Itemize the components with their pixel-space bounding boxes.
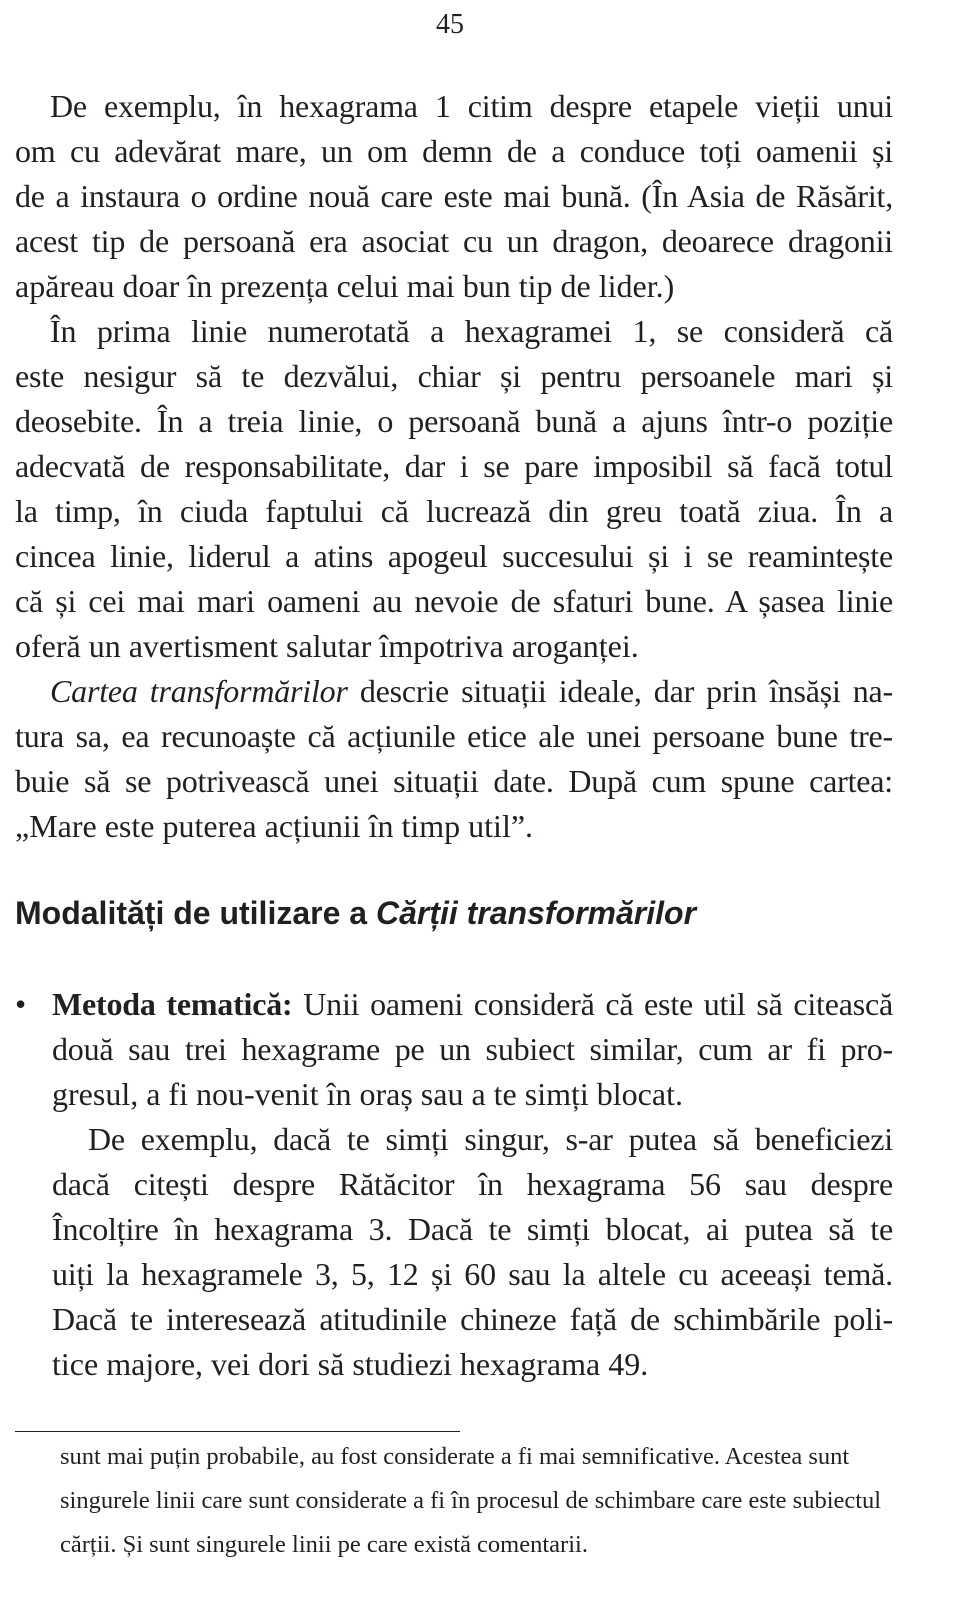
item-label: Metoda tematică: — [52, 986, 293, 1022]
heading-text: Modalități de utilizare a — [15, 895, 368, 931]
text-run: descrie situații ideale, dar prin însăși na- — [359, 673, 893, 709]
text-line: la timp, în ciuda faptului că lucrează din greu toată ziua. În a — [15, 493, 893, 529]
text-line: buie să se potrivească unei situații date. După cum spune cartea: — [15, 763, 893, 799]
section-heading — [15, 891, 696, 936]
heading-book-title: Cărții transformărilor — [375, 895, 697, 931]
list-item — [15, 982, 893, 1387]
text-line: gresul, a fi nou-venit în oraș sau a te simți blocat. — [52, 1076, 683, 1112]
text-line: uiți la hexagramele 3, 5, 12 și 60 sau la altele cu aceeași temă. — [52, 1256, 893, 1292]
text-line: dacă citești despre Rătăcitor în hexagrama 56 sau despre — [52, 1166, 893, 1202]
footnote-line: cărții. Și sunt singurele linii pe care există comentarii. — [60, 1531, 588, 1558]
footnote-line: sunt mai puțin probabile, au fost considerate a fi mai semnificative. Acestea sunt — [60, 1443, 850, 1470]
paragraph-3 — [15, 669, 893, 849]
text-line: Dacă te interesează atitudinile chineze față de schimbările poli- — [52, 1301, 893, 1337]
text-line: acest tip de persoană era asociat cu un dragon, deoarece dragonii — [15, 223, 893, 259]
text-line: cincea linie, liderul a atins apogeul succesului și i se reamintește — [15, 538, 893, 574]
text-line: oferă un avertisment salutar împotriva aroganței. — [15, 628, 639, 664]
text-line — [52, 982, 893, 1027]
text-line: În prima linie numerotată a hexagramei 1, se consideră că — [50, 313, 893, 349]
text-line: că și cei mai mari oameni au nevoie de sfaturi bune. A șasea linie — [15, 583, 893, 619]
text-line: două sau trei hexagrame pe un subiect similar, cum ar fi pro- — [52, 1031, 893, 1067]
text-line: tice majore, vei dori să studiezi hexagrama 49. — [52, 1346, 649, 1382]
text-line: Încolțire în hexagrama 3. Dacă te simți blocat, ai putea să te — [52, 1211, 893, 1247]
paragraph-1 — [15, 84, 893, 309]
footnote-separator — [15, 1431, 460, 1432]
bullet-list — [15, 982, 893, 1387]
text-line: „Mare este puterea acțiunii în timp util”. — [15, 808, 534, 844]
text-line: de a instaura o ordine nouă care este mai bună. (În Asia de Răsărit, — [15, 178, 893, 214]
page-number: 45 — [436, 9, 464, 40]
text-line: adecvată de responsabilitate, dar i se pare imposibil să facă totul — [15, 448, 893, 484]
footnote-line: singurele linii care sunt considerate a fi în procesul de schimbare care este subiectul — [60, 1487, 882, 1514]
body-text — [15, 84, 893, 849]
text-line: deosebite. În a treia linie, o persoană bună a ajuns într-o poziție — [15, 403, 893, 439]
paragraph-2 — [15, 309, 893, 669]
text-line: De exemplu, dacă te simți singur, s-ar putea să beneficiezi — [88, 1121, 893, 1157]
text-line — [50, 669, 893, 714]
text-line: este nesigur să te dezvălui, chiar și pentru persoanele mari și — [15, 358, 893, 394]
book-title: Cartea transformărilor — [50, 673, 348, 709]
text-run: Unii oameni consideră că este util să citească — [303, 986, 893, 1022]
text-line: De exemplu, în hexagrama 1 citim despre etapele vieții unui — [50, 88, 893, 124]
text-line: om cu adevărat mare, un om demn de a conduce toți oamenii și — [15, 133, 893, 169]
footnote — [60, 1435, 940, 1567]
text-line: apăreau doar în prezența celui mai bun tip de lider.) — [15, 268, 675, 304]
text-line: tura sa, ea recunoaște că acțiunile etice ale unei persoane bune tre- — [15, 718, 893, 754]
bullet-icon: • — [15, 986, 27, 1022]
